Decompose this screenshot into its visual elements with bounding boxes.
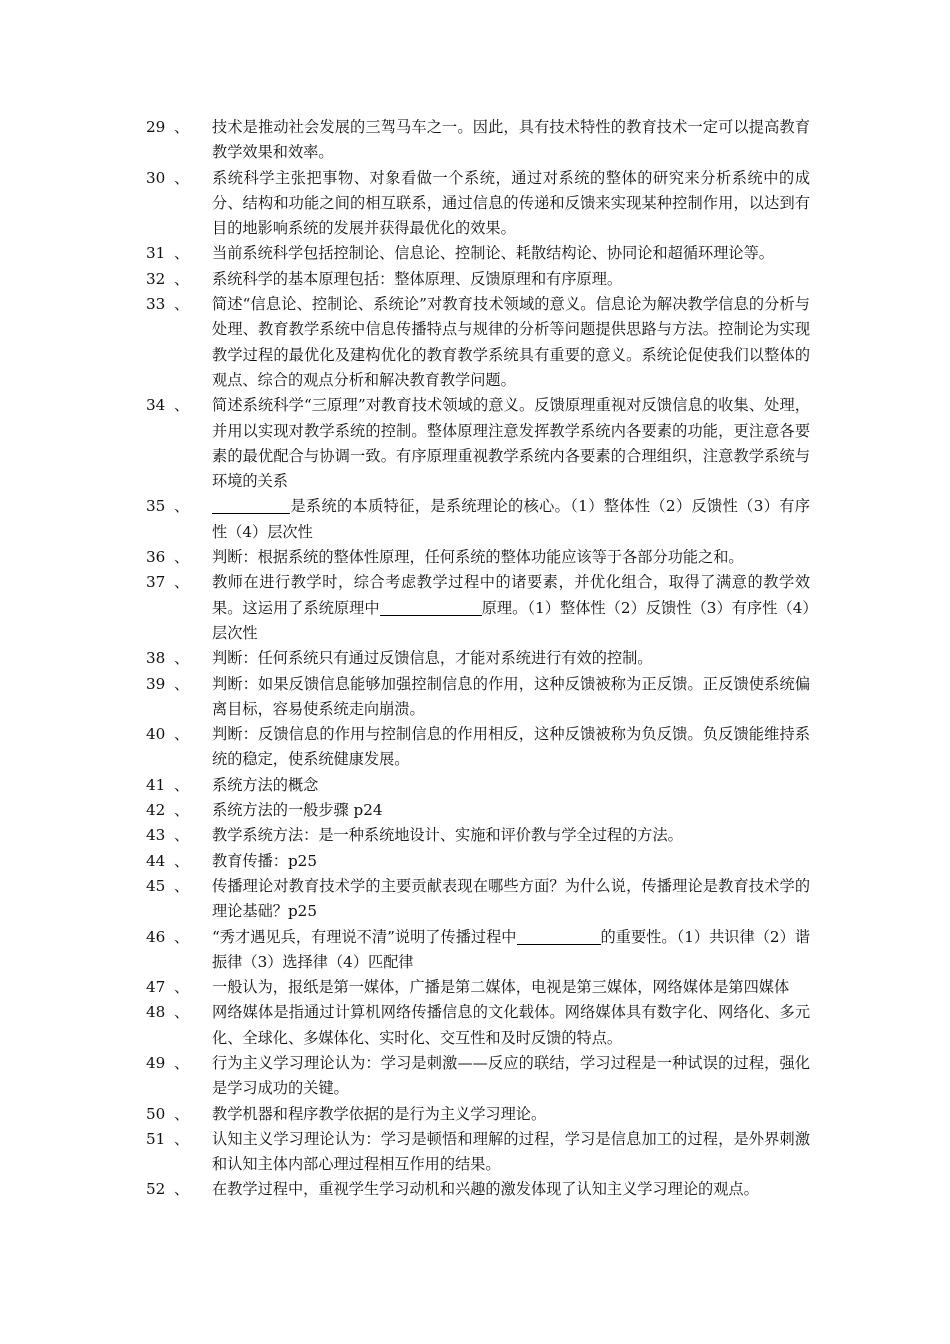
list-item: [146, 570, 810, 646]
list-item: [146, 1177, 810, 1202]
fill-in-blank: [380, 599, 482, 615]
item-number: 49: [146, 1053, 166, 1072]
item-text: 教学系统方法：是一种系统地设计、实施和评价教与学全过程的方法。: [212, 826, 683, 845]
item-separator: 、: [174, 876, 190, 895]
item-text: 系统科学的基本原理包括：整体原理、反馈原理和有序原理。: [212, 269, 623, 288]
item-number: 48: [146, 1003, 166, 1022]
item-number: 29: [146, 118, 166, 136]
item-separator: 、: [174, 801, 190, 820]
list-item: [146, 975, 810, 1000]
item-text: [212, 925, 810, 976]
item-separator: 、: [174, 927, 190, 946]
item-text: 判断：根据系统的整体性原理，任何系统的整体功能应该等于各部分功能之和。: [212, 548, 744, 567]
item-number: 37: [146, 573, 166, 592]
item-number: 45: [146, 876, 166, 895]
item-text: 当前系统科学包括控制论、信息论、控制论、耗散结构论、协同论和超循环理论等。: [212, 244, 774, 263]
item-text: 认知主义学习理论认为：学习是顿悟和理解的过程，学习是信息加工的过程，是外界刺激和认知主体内部心理过程相互作用的结果。: [212, 1129, 810, 1174]
item-text: 系统方法的一般步骤 p24: [212, 801, 383, 820]
item-text: 系统科学主张把事物、对象看做一个系统，通过对系统的整体的研究来分析系统中的成分、结构和功能之间的相互联系，通过信息的传递和反馈来实现某种控制作用，以达到有目的地影响系统的发展并获得最优化的效果。: [212, 168, 810, 238]
list-item: [146, 823, 810, 848]
item-text-post: 的重要性。（1）共识律（2）谐振律（3）选择律（4）匹配律: [212, 927, 811, 971]
item-separator: 、: [174, 1129, 190, 1148]
item-separator: 、: [174, 1053, 190, 1072]
item-number: 42: [146, 801, 166, 820]
fill-in-blank: [517, 928, 601, 944]
list-item: [146, 1102, 810, 1127]
item-text: 系统方法的概念: [212, 775, 319, 794]
item-text: 传播理论对教育技术学的主要贡献表现在哪些方面？为什么说，传播理论是教育技术学的理论基础？p25: [212, 876, 810, 921]
fill-in-blank: [212, 498, 290, 514]
question-list: [146, 115, 810, 1203]
item-text: 教学机器和程序教学依据的是行为主义学习理论。: [212, 1104, 547, 1123]
list-item: [146, 545, 810, 570]
item-separator: 、: [174, 674, 190, 693]
list-item: [146, 1000, 810, 1051]
item-number: 51: [146, 1129, 166, 1148]
item-separator: 、: [174, 244, 190, 263]
item-separator: 、: [174, 497, 190, 516]
item-number: 34: [146, 396, 166, 415]
item-text-post: 是系统的本质特征，是系统理论的核心。（1）整体性（2）反馈性（3）有序性（4）层次性: [212, 497, 810, 541]
item-number: 47: [146, 978, 166, 997]
list-item: [146, 166, 810, 242]
item-text-pre: 教师在进行教学时，综合考虑教学过程中的诸要素，并优化组合，取得了满意的教学效果。这运用了系统原理中: [212, 573, 810, 617]
item-number: 30: [146, 168, 166, 187]
item-separator: 、: [174, 978, 190, 997]
item-text: [212, 570, 810, 646]
list-item: [146, 925, 810, 976]
item-text: [212, 494, 810, 545]
item-text: 一般认为，报纸是第一媒体，广播是第二媒体，电视是第三媒体，网络媒体是第四媒体: [212, 978, 790, 997]
item-number: 46: [146, 927, 166, 946]
list-item: [146, 393, 810, 494]
list-item: [146, 1127, 810, 1178]
item-number: 41: [146, 775, 166, 794]
item-separator: 、: [174, 269, 190, 288]
item-separator: 、: [174, 1003, 190, 1022]
item-separator: 、: [174, 725, 190, 744]
item-text: 教育传播：p25: [212, 851, 317, 870]
item-number: 52: [146, 1180, 166, 1199]
item-number: 31: [146, 244, 166, 263]
item-separator: 、: [174, 649, 190, 668]
item-text: 在教学过程中，重视学生学习动机和兴趣的激发体现了认知主义学习理论的观点。: [212, 1180, 759, 1199]
list-item: [146, 798, 810, 823]
item-text: 技术是推动社会发展的三驾马车之一。因此，具有技术特性的教育技术一定可以提高教育教学效果和效率。: [212, 118, 810, 162]
item-number: 38: [146, 649, 166, 668]
item-separator: 、: [174, 548, 190, 567]
item-number: 35: [146, 497, 166, 516]
item-number: 36: [146, 548, 166, 567]
item-number: 43: [146, 826, 166, 845]
item-separator: 、: [174, 168, 190, 187]
list-item: [146, 494, 810, 545]
list-item: [146, 115, 810, 166]
item-number: 33: [146, 295, 166, 314]
list-item: [146, 722, 810, 773]
item-text: 简述系统科学“三原理”对教育技术领域的意义。反馈原理重视对反馈信息的收集、处理，并用以实现对教学系统的控制。整体原理注意发挥教学系统内各要素的功能，更注意各要素的最优配合与协调一致。有序原理重视教学系统内各要素的合理组织，注意教学系统与环境的关系: [212, 396, 810, 491]
list-item: [146, 1051, 810, 1102]
list-item: [146, 292, 810, 393]
item-separator: 、: [174, 118, 190, 136]
list-item: [146, 773, 810, 798]
item-text: 判断：如果反馈信息能够加强控制信息的作用，这种反馈被称为正反馈。正反馈使系统偏离目标，容易使系统走向崩溃。: [212, 674, 810, 718]
item-text: 判断：反馈信息的作用与控制信息的作用相反，这种反馈被称为负反馈。负反馈能维持系统的稳定，使系统健康发展。: [212, 725, 810, 769]
item-number: 44: [146, 851, 166, 870]
item-separator: 、: [174, 1104, 190, 1123]
item-text: 判断：任何系统只有通过反馈信息，才能对系统进行有效的控制。: [212, 649, 653, 668]
list-item: [146, 672, 810, 723]
list-item: [146, 874, 810, 925]
item-text: 简述“信息论、控制论、系统论”对教育技术领域的意义。信息论为解决教学信息的分析与处理、教育教学系统中信息传播特点与规律的分析等问题提供思路与方法。控制论为实现教学过程的最优化及建构优化的教育教学系统具有重要的意义。系统论促使我们以整体的观点、综合的观点分析和解决教育教学问题。: [212, 295, 810, 389]
item-number: 32: [146, 269, 166, 288]
list-item: [146, 241, 810, 266]
item-text-pre: “秀才遇见兵，有理说不清”说明了传播过程中: [212, 927, 517, 946]
list-item: [146, 646, 810, 671]
item-separator: 、: [174, 851, 190, 870]
item-number: 39: [146, 674, 166, 693]
item-number: 50: [146, 1104, 166, 1123]
list-item: [146, 267, 810, 292]
item-separator: 、: [174, 573, 190, 592]
item-separator: 、: [174, 1180, 190, 1199]
item-text-post: 原理。（1）整体性（2）反馈性（3）有序性（4）层次性: [212, 598, 810, 642]
item-separator: 、: [174, 295, 190, 314]
list-item: [146, 849, 810, 874]
item-separator: 、: [174, 396, 190, 415]
item-separator: 、: [174, 826, 190, 845]
item-text: 行为主义学习理论认为：学习是刺激——反应的联结，学习过程是一种试误的过程，强化是学习成功的关键。: [212, 1053, 810, 1098]
item-separator: 、: [174, 775, 190, 794]
item-text: 网络媒体是指通过计算机网络传播信息的文化载体。网络媒体具有数字化、网络化、多元化、全球化、多媒体化、实时化、交互性和及时反馈的特点。: [212, 1003, 810, 1047]
item-number: 40: [146, 725, 166, 744]
